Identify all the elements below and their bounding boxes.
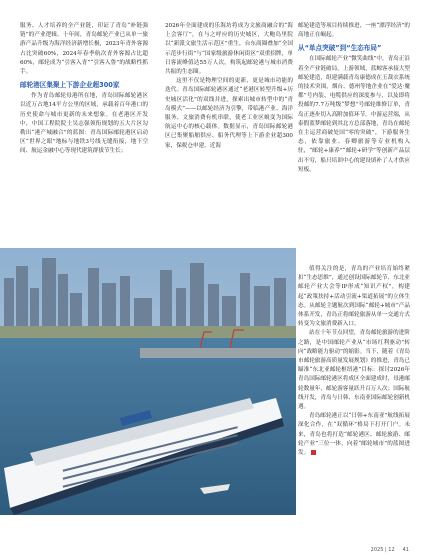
paragraph: 青岛邮轮港正以“日韩+东南亚”航线拓展深化合作，在“双循环”格局下打开门户。未来，青岛也将打造“邮轮港区、邮轮旅游、邮轮产业”三位一体，向着“邮轮城市”的蓝图进发。 — [298, 413, 410, 457]
issue-date: 2025 | 12 — [370, 547, 395, 553]
paragraph: 值得关注的是，青岛的产业培育始终紧扣“生态思维”，通过创设国际邮轮节、东北亚邮轮产业大会等IP形成“知识产权”，构建起“政策扶持+活动引流+渠道拓展”的立体生态。从邮轮主题航次到国际“邮轮+城市”产品体系开发，青岛正将邮轮旅游从单一交通方式转变为文旅消费新入口。 — [298, 266, 411, 328]
harbor-illustration — [0, 248, 296, 515]
paragraph: 邮轮建造等项目持续推进，一座“漂浮经济”的高地正在崛起。 — [298, 23, 411, 39]
paragraph: 站在十年节点回望，青岛邮轮旅游的进阶之路，是中国邮轮产业从“市场红利驱动”转向“战略能力驱动”的缩影。当下，随着《青岛市邮轮旅游高质量发展规划》的推进，青岛已瞄准“东北亚邮轮枢纽港”目标：探讨2026年青岛国际邮轮港区将成区全面建成时，母港邮轮数量年，邮轮游客量跃升百万人次；国际航线开发，青岛与日韩、东南亚国际邮轮创新机遇。 — [298, 330, 411, 411]
paragraph: 作为青岛邮轮母港所在地，青岛国际邮轮港区以近万占地14平方公里的区域，承载着百年港口的历史使命与城市更新的未来想象。在老港区开发中，中国工程院院士吴志强领衔规划的五大片区勾勒出“港产城融合”的蓝图：青岛国际邮轮港区启动区“世界之眼”地标与地铁3号线无缝衔接，地下空间、航运金融中心等现代建筑群拔节生长； — [20, 93, 148, 155]
column-1 — [20, 22, 148, 157]
page-number: 41 — [402, 547, 409, 553]
paragraph: 这里不仅是物理空间的更新，更是城市功能的迭代。青岛国际邮轮港区通过“老港区转型升级+历史城区活化”的双线并进，探索出城市转型中的“青岛模式”——以邮轮经济为引擎，带临港产业、海洋服务、文旅消费有机串联，使老工业区蜕变为国际航运中心的核心载体。数据显示，青岛国际邮轮港区已集聚船舶供应、船务代理等上下游企业超300家，保税仓申建、近海 — [165, 78, 293, 149]
page-footer — [371, 547, 409, 553]
column-3-lower — [298, 265, 410, 458]
column-3 — [298, 22, 410, 175]
paragraph: 2026年全面建成的乐海坊将成为文旅商融合的“海上会客厅”，在与之呼应的历史城区，大鲍岛里院以“新派文旅生活示范区”重生，台东商圈叠加“全国示范步行街”与“国家级旅游休闲街区”双重招牌，单日客流峰值达55万人次，构筑起邮轮港与城市消费共振的生态圈。 — [165, 23, 293, 76]
cruise-ship-photo — [0, 248, 296, 515]
end-mark-icon — [311, 450, 316, 455]
column-2 — [165, 22, 293, 151]
section-heading: 邮轮港区集聚上下游企业超300家 — [20, 81, 120, 90]
paragraph: 在国际邮轮产业“微笑曲线”中，青岛正沿着全产业链破局。上游领域，蓝鲸客承接大型邮轮建造，组建满载青岛康德成在玉裁衣系统的技术突围，烟台、德州等地企业在“爱达·魔都”号内装、电缆供应的深度参与，以及即将投邮的7.7万吨级“梦想”号邮轮维修订单，青岛正逐步切入高附加值环节。中游运营端，从泰假蓝梦邮轮到其北方总部落地，青岛在邮轮在主运营商破处国“零的突破”，下游服务生态，依靠旅业、春卿旅游等专业机构入驻，“邮轮+康养”“邮轮+研学”等创新产品层出不穷，船只培训中心的建设填补了人才供应短板。 — [298, 56, 410, 173]
paragraph: 服务、人才培养的全产业链，印证了青岛“补链强链”的产业逻辑。十年间，青岛邮轮产业已从单一旅游产品升级为海洋经济新增长极，2023年青外客源占比突破60%，2024年春季航次青外客源占比超60%，邮轮成为“引客入青”“引客入鲁”的战略性抓手。 — [20, 23, 148, 76]
section-heading: 从“单点突破”到“生态布局” — [298, 44, 382, 53]
